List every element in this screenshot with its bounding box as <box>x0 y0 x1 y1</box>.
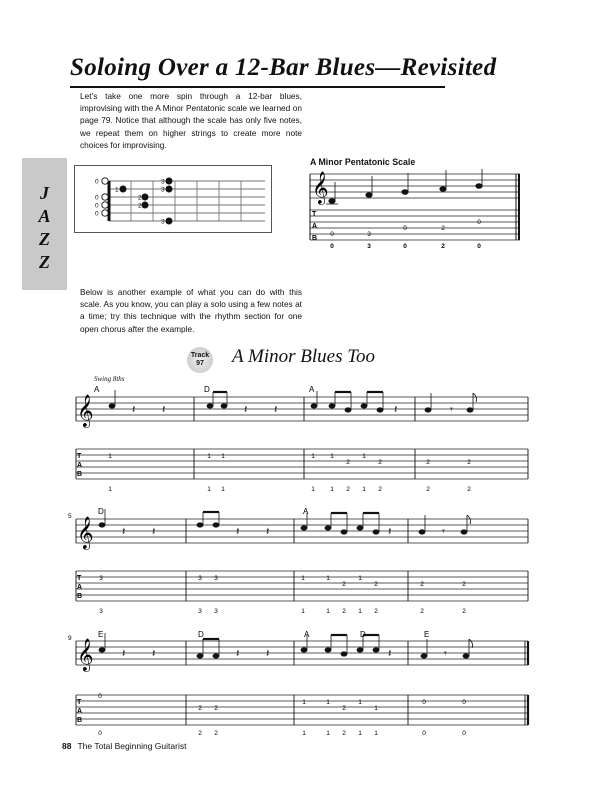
note-head <box>329 404 335 408</box>
eighth-rest-icon: 𝄾 <box>444 648 447 660</box>
eighth-rest-icon: 𝄾 <box>450 404 453 416</box>
tab-number: 3 <box>99 575 103 582</box>
fingering-number: 1 <box>311 486 315 493</box>
note-head <box>301 648 307 652</box>
tab-number: 1 <box>326 575 330 582</box>
side-tab-letter: A <box>38 206 51 226</box>
fingering-number: 2 <box>426 486 430 493</box>
scale-note <box>440 187 446 192</box>
fret-label: 0 <box>95 202 99 210</box>
fingering-number: 1 <box>358 730 362 737</box>
example-paragraph: Below is another example of what you can do with this scale. As you know, you can play a solo using a few notes at a time; try this technique with the rhythm section for one open chorus after the example. <box>80 287 302 334</box>
note-head <box>425 408 431 412</box>
tab-number: 0 <box>403 225 407 232</box>
quarter-rest-icon: 𝄽 <box>236 648 240 660</box>
page-title: Soloing Over a 12-Bar Blues—Revisited <box>70 54 497 81</box>
note-head <box>213 654 219 658</box>
fingering-number: 1 <box>207 486 211 493</box>
fingering-number: 0 <box>98 730 102 737</box>
quarter-rest-icon: 𝄽 <box>122 526 126 538</box>
tab-number: 0 <box>98 693 102 700</box>
note-head <box>467 408 473 412</box>
note-head <box>373 530 379 534</box>
intro-paragraph: Let’s take one more spin through a 12-bar blues, improvising with the A Minor Pentatonic scale we learned on page 79. Notice that although the scale has only five notes, we repeat them on higher strings to create more note choices for improvising. <box>80 91 302 150</box>
tab-number: 2 <box>214 705 218 712</box>
tab-number: 2 <box>467 459 471 466</box>
quarter-rest-icon: 𝄽 <box>244 404 248 416</box>
music-system-1 <box>66 383 536 495</box>
quarter-rest-icon: 𝄽 <box>152 526 156 538</box>
note-head <box>311 404 317 408</box>
tab-number: 1 <box>358 699 362 706</box>
fingering-number: 0 <box>330 243 334 250</box>
tab-number: 1 <box>302 699 306 706</box>
finger-dot <box>142 194 149 201</box>
fingering-number: 2 <box>342 730 346 737</box>
tab-letter: T <box>77 453 82 460</box>
note-head <box>197 523 203 527</box>
fingering-number: 1 <box>358 608 362 615</box>
fingering-number: 2 <box>420 608 424 615</box>
tab-number: 3 <box>367 231 371 238</box>
quarter-rest-icon: 𝄽 <box>388 648 392 660</box>
finger-dot <box>166 178 173 185</box>
chord-symbol: A <box>304 630 310 639</box>
tab-number: 3 <box>214 575 218 582</box>
fret-label: 1 <box>115 186 119 194</box>
tab-number: 1 <box>374 705 378 712</box>
fingering-number: 2 <box>342 608 346 615</box>
tab-number: 2 <box>462 581 466 588</box>
fingering-number: 1 <box>330 486 334 493</box>
finger-dot <box>166 218 173 225</box>
note-head <box>221 404 227 408</box>
tab-number: 1 <box>311 453 315 460</box>
fingering-number: 1 <box>326 608 330 615</box>
tab-number: 0 <box>462 699 466 706</box>
tab-number: 2 <box>198 705 202 712</box>
fingering-number: 3 <box>198 608 202 615</box>
music-system-3 <box>66 625 536 737</box>
chord-symbol: A <box>309 385 315 394</box>
fret-label: 0 <box>95 210 99 218</box>
fingering-number: 1 <box>108 486 112 493</box>
scale-note <box>366 193 372 198</box>
note-head <box>345 408 351 412</box>
quarter-rest-icon: 𝄽 <box>122 648 126 660</box>
finger-dot <box>166 186 173 193</box>
note-head <box>463 654 469 658</box>
open-string-marker <box>102 194 108 200</box>
quarter-rest-icon: 𝄽 <box>152 648 156 660</box>
fretboard-svg <box>75 166 271 232</box>
quarter-rest-icon: 𝄽 <box>162 404 166 416</box>
page-number: 88 <box>62 741 72 751</box>
fingering-number: 2 <box>374 608 378 615</box>
fingering-number: 1 <box>326 730 330 737</box>
tab-letter: B <box>77 717 83 724</box>
quarter-rest-icon: 𝄽 <box>394 404 398 416</box>
side-tab-letter: J <box>40 183 49 203</box>
fret-label: 2 <box>138 194 142 202</box>
scale-notation <box>300 168 530 250</box>
fingering-number: 3 <box>99 608 103 615</box>
section-side-tab <box>22 158 67 290</box>
fingering-number: 2 <box>378 486 382 493</box>
tab-letter: T <box>77 699 82 706</box>
fingering-number: 1 <box>221 486 225 493</box>
treble-clef-icon: 𝄞 <box>77 639 94 670</box>
quarter-rest-icon: 𝄽 <box>266 526 270 538</box>
note-head <box>377 408 383 412</box>
tab-number: 2 <box>441 225 445 232</box>
scale-note <box>476 184 482 189</box>
fingering-number: 0 <box>462 730 466 737</box>
quarter-rest-icon: 𝄽 <box>266 648 270 660</box>
fingering-number: 3 <box>214 608 218 615</box>
tab-number: 3 <box>198 575 202 582</box>
fret-label: 3 <box>161 178 165 186</box>
chord-symbol: A <box>303 507 309 516</box>
fingering-number: 0 <box>477 243 481 250</box>
track-word: Track <box>190 352 210 359</box>
song-title: A Minor Blues Too <box>232 346 376 367</box>
note-head <box>357 526 363 530</box>
fingering-number: 2 <box>214 730 218 737</box>
tab-number: 1 <box>330 453 334 460</box>
tab-number: 1 <box>301 575 305 582</box>
note-head <box>325 526 331 530</box>
note-head <box>421 654 427 658</box>
side-tab-letter: Z <box>39 229 50 249</box>
tab-number: 2 <box>342 581 346 588</box>
fingering-number: 0 <box>422 730 426 737</box>
tab-number: 2 <box>426 459 430 466</box>
page-footer <box>62 741 186 751</box>
scale-title: A Minor Pentatonic Scale <box>310 157 416 167</box>
finger-dot <box>142 202 149 209</box>
eighth-rest-icon: 𝄾 <box>442 526 445 538</box>
measure-number: 5 <box>68 513 72 520</box>
finger-dot <box>120 186 127 193</box>
note-head <box>109 404 115 408</box>
scale-note <box>402 190 408 195</box>
fingering-number: 1 <box>362 486 366 493</box>
note-head <box>197 654 203 658</box>
fingering-number: 1 <box>301 608 305 615</box>
note-head <box>461 530 467 534</box>
note-head <box>357 648 363 652</box>
tab-number: 0 <box>330 231 334 238</box>
quarter-rest-icon: 𝄽 <box>388 526 392 538</box>
tab-number: 2 <box>342 705 346 712</box>
scale-note <box>329 199 335 204</box>
fingering-number: 0 <box>403 243 407 250</box>
tab-letter: A <box>77 708 83 715</box>
track-number: 97 <box>196 360 204 367</box>
chord-symbol: D <box>204 385 210 394</box>
note-head <box>361 404 367 408</box>
tab-number: 1 <box>207 453 211 460</box>
fret-label: 0 <box>95 178 99 186</box>
tab-number: 1 <box>326 699 330 706</box>
tab-number: 1 <box>108 453 112 460</box>
tab-letter: B <box>77 593 83 600</box>
note-head <box>99 523 105 527</box>
fingering-number: 1 <box>374 730 378 737</box>
side-tab-letter: Z <box>39 252 50 272</box>
note-head <box>419 530 425 534</box>
fingering-number: 2 <box>462 608 466 615</box>
fingering-number: 2 <box>467 486 471 493</box>
fingering-number: 2 <box>198 730 202 737</box>
quarter-rest-icon: 𝄽 <box>274 404 278 416</box>
treble-clef-icon: 𝄞 <box>77 395 94 426</box>
note-head <box>213 523 219 527</box>
tab-letter: A <box>312 223 318 230</box>
swing-label: Swing 8ths <box>94 375 125 383</box>
tab-number: 0 <box>477 219 481 226</box>
tab-number: 0 <box>422 699 426 706</box>
note-head <box>341 530 347 534</box>
fretboard-diagram <box>74 165 272 233</box>
note-head <box>373 648 379 652</box>
note-head <box>99 648 105 652</box>
note-head <box>207 404 213 408</box>
fret-label: 3 <box>161 186 165 194</box>
chord-symbol: E <box>424 630 430 639</box>
tab-letter: B <box>77 471 83 478</box>
tab-letter: T <box>312 211 317 218</box>
book-title: The Total Beginning Guitarist <box>77 741 187 751</box>
fret-label: 0 <box>95 194 99 202</box>
open-string-marker <box>102 178 108 184</box>
chord-symbol: A <box>94 385 100 394</box>
quarter-rest-icon: 𝄽 <box>132 404 136 416</box>
fret-label: 2 <box>138 202 142 210</box>
chord-symbol: D <box>98 507 104 516</box>
tab-number: 2 <box>378 459 382 466</box>
open-string-marker <box>102 202 108 208</box>
quarter-rest-icon: 𝄽 <box>236 526 240 538</box>
tab-number: 2 <box>374 581 378 588</box>
tab-number: 1 <box>362 453 366 460</box>
note-head <box>341 652 347 656</box>
treble-clef-icon: 𝄞 <box>77 517 94 548</box>
chord-symbol: D <box>360 630 366 639</box>
fret-label: 3 <box>161 218 165 226</box>
tab-number: 1 <box>358 575 362 582</box>
track-badge <box>187 347 213 373</box>
open-string-marker <box>102 210 108 216</box>
title-underline <box>70 86 445 88</box>
fingering-number: 3 <box>367 243 371 250</box>
tab-letter: T <box>77 575 82 582</box>
note-head <box>301 526 307 530</box>
tab-letter: A <box>77 462 83 469</box>
treble-clef-icon: 𝄞 <box>312 172 329 203</box>
tab-number: 1 <box>221 453 225 460</box>
tab-letter: B <box>312 235 318 242</box>
tab-number: 2 <box>346 459 350 466</box>
measure-number: 9 <box>68 635 72 642</box>
music-system-2 <box>66 503 536 615</box>
note-head <box>325 648 331 652</box>
fingering-number: 1 <box>302 730 306 737</box>
fingering-number: 2 <box>441 243 445 250</box>
fingering-number: 2 <box>346 486 350 493</box>
chord-symbol: D <box>198 630 204 639</box>
tab-number: 2 <box>420 581 424 588</box>
chord-symbol: E <box>98 630 104 639</box>
tab-letter: A <box>77 584 83 591</box>
